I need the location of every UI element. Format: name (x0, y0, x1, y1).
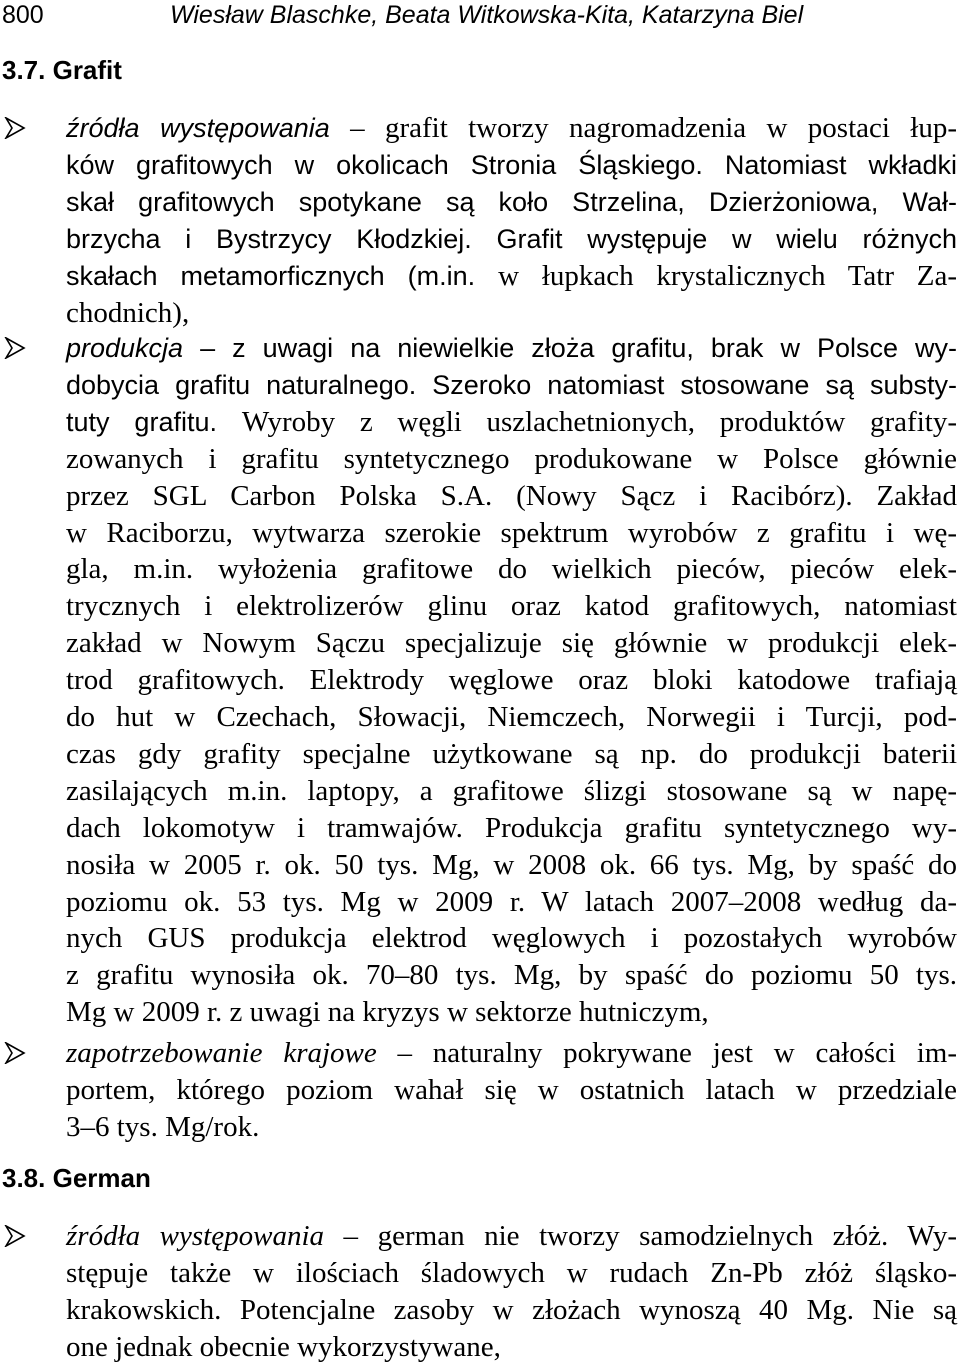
text-line (66, 1035, 957, 1071)
text-line (66, 736, 957, 772)
emphasis-term: źródła występowania (66, 1220, 325, 1252)
text-line (66, 920, 957, 956)
text-line (66, 147, 957, 183)
text-run: do hut w Czechach, Słowacji, Niemczech, Norwegii i Turcji, pod- (66, 701, 957, 733)
page-number: 800 (2, 1, 44, 29)
text-run: czas gdy grafity specjalne użytkowane są np. do produkcji baterii (66, 737, 957, 770)
text-run: krakowskich. Potencjalne zasoby w złożach wynoszą 40 Mg. Nie są (66, 1293, 957, 1326)
running-head (0, 0, 960, 38)
text-line (66, 221, 957, 257)
text-run: one jednak obecnie wykorzystywane, (66, 1330, 501, 1363)
text-line (66, 957, 957, 993)
text-line (66, 404, 957, 440)
text-run: brzycha i Bystrzycy Kłodzkiej. Grafit występuje w wielu różnych (66, 223, 957, 254)
text-run: – grafit tworzy nagromadzenia w postaci łup- (329, 112, 957, 144)
emphasis-term: produkcja (66, 333, 184, 363)
text-line (66, 773, 957, 809)
text-line (66, 1109, 957, 1145)
arrowhead-bullet-icon (4, 117, 26, 139)
arrowhead-bullet-icon (4, 337, 26, 359)
text-line (66, 1255, 957, 1291)
running-head-authors: Wiesław Blaschke, Beata Witkowska-Kita, Katarzyna Biel (170, 1, 804, 29)
text-run: zakład w Nowym Sączu specjalizuje się głównie w produkcji elek- (66, 627, 957, 660)
text-run: – z uwagi na niewielkie złoża grafitu, brak w Polsce wy- (183, 333, 957, 363)
arrowhead-bullet-icon (4, 1042, 26, 1064)
text-line (66, 1218, 957, 1254)
emphasis-term: źródła występowania (66, 113, 330, 143)
text-line (66, 847, 957, 883)
text-run: Mg w 2009 r. z uwagi na kryzys w sektorze hutniczym, (66, 996, 709, 1029)
arrowhead-bullet-icon (4, 1225, 26, 1247)
text-line (66, 258, 957, 294)
text-run: z grafitu wynosiła ok. 70–80 tys. Mg, by spaść do poziomu 50 tys. (66, 959, 957, 992)
text-run: zasilających m.in. laptopy, a grafitowe ślizgi stosowane są w napę- (66, 774, 957, 807)
text-line (66, 625, 957, 661)
text-run: zowanych i grafitu syntetycznego produkowane w Polsce głównie (66, 442, 957, 475)
text-run: poziomu ok. 53 tys. Mg w 2009 r. W latach 2007–2008 według da- (66, 885, 957, 918)
text-line (66, 662, 957, 698)
text-run: w łupkach krystalicznych Tatr Za- (498, 259, 958, 292)
text-run: – german nie tworzy samodzielnych złóż. Wy- (324, 1220, 958, 1252)
text-run: chodnich), (66, 296, 190, 329)
text-run: portem, którego poziom wahał się w ostatnich latach w przedziale (66, 1073, 957, 1106)
text-run: gla, m.in. wyłożenia grafitowe do wielkich pieców, pieców elek- (66, 553, 957, 586)
text-line (66, 884, 957, 920)
text-line (66, 367, 957, 403)
text-line (66, 515, 957, 551)
text-line (66, 551, 957, 587)
text-run: przez SGL Carbon Polska S.A. (Nowy Sącz i Racibórz). Zakład (66, 479, 957, 512)
text-line (66, 810, 957, 846)
section-heading: 3.7. Grafit (2, 55, 122, 85)
text-line (66, 1072, 957, 1108)
text-line (66, 994, 957, 1030)
text-run: nych GUS produkcja elektrod węglowych i pozostałych wyrobów (66, 922, 957, 955)
text-run: dach lokomotyw i tramwajów. Produkcja grafitu syntetycznego wy- (66, 811, 957, 844)
text-run: – naturalny pokrywane jest w całości im- (376, 1037, 957, 1069)
text-run: stępuje także w ilościach śladowych w rudach Zn-Pb złóż śląsko- (66, 1256, 957, 1289)
text-line (66, 588, 957, 624)
text-run: nosiła w 2005 r. ok. 50 tys. Mg, w 2008 ok. 66 tys. Mg, by spaść do (66, 848, 957, 881)
text-line (66, 441, 957, 477)
text-run: dobycia grafitu naturalnego. Szeroko natomiast stosowane są substy- (66, 369, 957, 400)
text-run: skałach metamorficznych (m.in. (66, 260, 499, 291)
section-heading: 3.8. German (2, 1163, 151, 1193)
text-run: tuty grafitu. (66, 406, 242, 437)
text-run: skał grafitowych spotykane są koło Strzelina, Dzierżoniowa, Wał- (66, 186, 957, 217)
text-line (66, 478, 957, 514)
text-run: 3–6 tys. Mg/rok. (66, 1110, 260, 1143)
text-run: w Raciborzu, wytwarza szerokie spektrum wyrobów z grafitu i wę- (66, 516, 957, 549)
text-line (66, 110, 957, 146)
text-line (66, 330, 957, 366)
text-run: trod grafitowych. Elektrody węglowe oraz bloki katodowe trafiają (66, 664, 957, 697)
text-line (66, 1292, 957, 1328)
text-line (66, 295, 957, 331)
text-run: trycznych i elektrolizerów glinu oraz katod grafitowych, natomiast (66, 590, 957, 623)
text-run: Wyroby z węgli uszlachetnionych, produktów grafity- (241, 405, 957, 438)
text-line (66, 184, 957, 220)
text-line (66, 1329, 957, 1365)
emphasis-term: zapotrzebowanie krajowe (66, 1037, 377, 1069)
text-run: ków grafitowych w okolicach Stronia Śląskiego. Natomiast wkładki (66, 149, 957, 180)
text-line (66, 699, 957, 735)
